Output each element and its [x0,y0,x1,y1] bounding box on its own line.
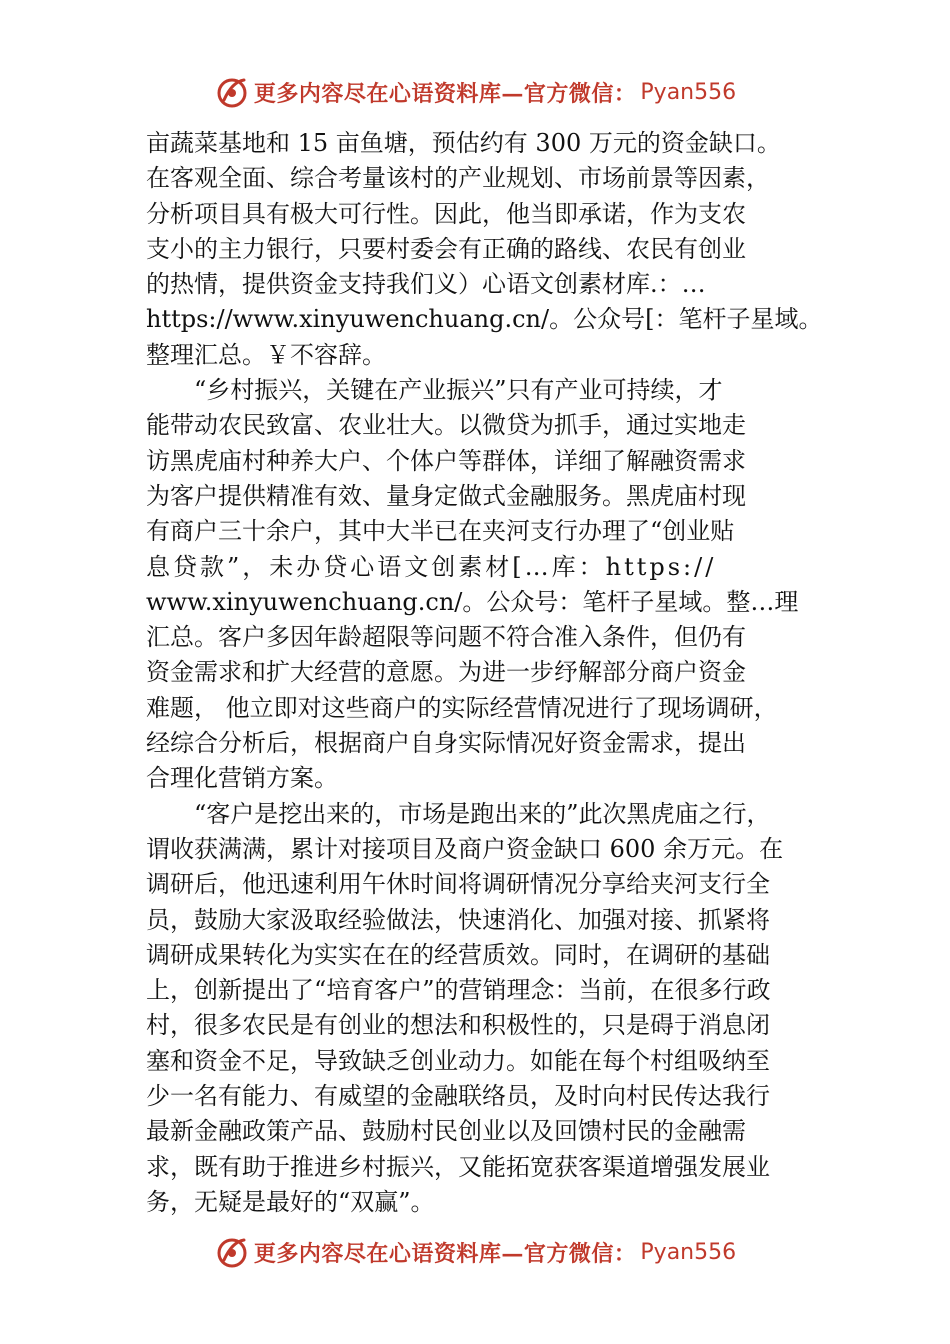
body-line: 难题， 他立即对这些商户的实际经营情况进行了现场调研， [146,693,778,722]
body-line: 分析项目具有极大可行性。因此，他当即承诺，作为支农 [146,199,746,228]
body-line: 员，鼓励大家汲取经验做法，快速消化、加强对接、抓紧将 [146,905,770,934]
body-line: 务，无疑是最好的“双赢”。 [146,1187,435,1216]
body-line: 调研成果转化为实实在在的经营质效。同时，在调研的基础 [146,940,770,969]
body-line: 最新金融政策产品、鼓励村民创业以及回馈村民的金融需 [146,1117,746,1146]
body-line: 塞和资金不足，导致缺乏创业动力。如能在每个村组吸纳至 [146,1046,770,1075]
body-line: “客户是挖出来的，市场是跑出来的”此次黑虎庙之行， [194,799,771,828]
banner-wechat-id: Pyan556 [640,1239,737,1265]
banner-wechat-id: Pyan556 [640,79,737,105]
body-line: 求，既有助于推进乡村振兴，又能拓宽获客渠道增强发展业 [146,1152,770,1181]
body-line: 有商户三十余户，其中大半已在夹河支行办理了“创业贴 [146,517,735,546]
body-line: 少一名有能力、有威望的金融联络员，及时向村民传达我行 [146,1082,770,1111]
body-line: 的热情，提供资金支持我们义）心语文创素材库.：… [146,270,706,299]
body-line: 支小的主力银行，只要村委会有正确的路线、农民有创业 [146,234,746,263]
body-line: 汇总。客户多因年龄超限等问题不符合准入条件，但仍有 [146,623,746,652]
body-line: 经综合分析后，根据商户自身实际情况好资金需求，提出 [146,729,746,758]
footer-banner [0,1232,950,1272]
body-line: 访黑虎庙村种养大户、个体户等群体，详细了解融资需求 [146,446,746,475]
logo-icon [214,1234,250,1270]
body-line: 调研后，他迅速利用午休时间将调研情况分享给夹河支行全 [146,870,770,899]
header-banner [0,72,950,112]
logo-icon [214,74,250,110]
document-body [146,126,823,1220]
banner-text: 更多内容尽在心语资料库—官方微信： [253,80,637,107]
body-line: 息贷款”，未办贷心语文创素材[…库：https:// [146,552,717,581]
body-line: 为客户提供精准有效、量身定做式金融服务。黑虎庙村现 [146,481,746,510]
body-line: 上，创新提出了“培育客户”的营销理念：当前，在很多行政 [146,976,771,1005]
body-line: 在客观全面、综合考量该村的产业规划、市场前景等因素， [146,164,770,193]
body-line: 资金需求和扩大经营的意愿。为进一步纾解部分商户资金 [146,658,746,687]
body-line: 合理化营销方案。 [146,764,338,793]
body-line: https://www.xinyuwenchuang.cn/。公众号[：笔杆子星域。 [146,305,823,334]
body-line: 村，很多农民是有创业的想法和积极性的，只是碍于消息闭 [146,1011,770,1040]
body-line: “乡村振兴，关键在产业振兴”只有产业可持续，才 [194,376,723,405]
body-line: 谓收获满满，累计对接项目及商户资金缺口 600 余万元。在 [146,834,784,863]
banner-text: 更多内容尽在心语资料库—官方微信： [253,1240,637,1267]
body-line: 亩蔬菜基地和 15 亩鱼塘，预估约有 300 万元的资金缺口。 [146,129,781,157]
body-line: 能带动农民致富、农业壮大。以微贷为抓手，通过实地走 [146,411,746,440]
body-line: www.xinyuwenchuang.cn/。公众号：笔杆子星域。整…理 [146,587,799,616]
body-line: 整理汇总。￥不容辞。 [146,340,386,369]
